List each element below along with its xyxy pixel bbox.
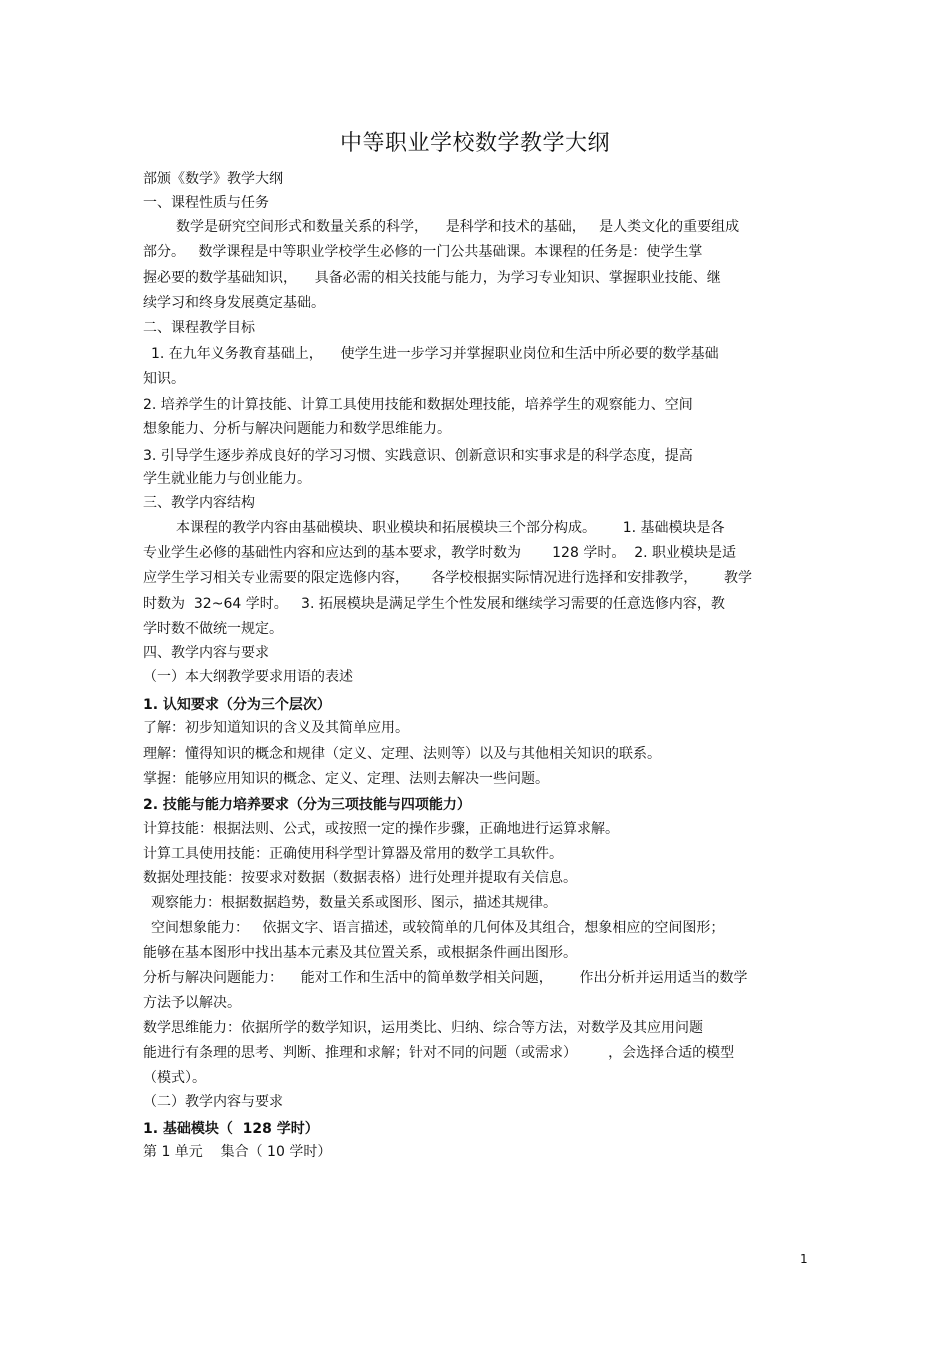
text-line: 空间想象能力： 依据文字、语言描述，或较简单的几何体及其组合，想象相应的空间图形；	[151, 920, 725, 936]
text-line: 时数为 32~64 学时。 3. 拓展模块是满足学生个性发展和继续学习需要的任意选修内容，教	[143, 596, 725, 612]
text-line: 部颁《数学》教学大纲	[143, 171, 283, 187]
text-line: 计算工具使用技能：正确使用科学型计算器及常用的数学工具软件。	[143, 846, 563, 862]
text-line: 了解：初步知道知识的含义及其简单应用。	[143, 720, 409, 736]
text-line: 应学生学习相关专业需要的限定选修内容， 各学校根据实际情况进行选择和安排教学， 教学	[143, 570, 752, 586]
text-line: 1. 在九年义务教育基础上， 使学生进一步学习并掌握职业岗位和生活中所必要的数学基础	[151, 346, 719, 362]
text-line: 专业学生必修的基础性内容和应达到的基本要求，教学时数为 128 学时。 2. 职业模块是适	[143, 545, 737, 561]
text-line: 观察能力：根据数据趋势，数量关系或图形、图示，描述其规律。	[151, 895, 557, 911]
text-line: 数据处理技能：按要求对数据（数据表格）进行处理并提取有关信息。	[143, 870, 577, 886]
text-line: 知识。	[143, 371, 185, 387]
text-line: 3. 引导学生逐步养成良好的学习习惯、实践意识、创新意识和实事求是的科学态度，提高	[143, 448, 693, 464]
text-line: 握必要的数学基础知识， 具备必需的相关技能与能力，为学习专业知识、掌握职业技能、继	[143, 270, 721, 286]
text-line: 数学是研究空间形式和数量关系的科学， 是科学和技术的基础， 是人类文化的重要组成	[176, 219, 740, 235]
text-line: 四、教学内容与要求	[143, 645, 269, 661]
text-line: （模式）。	[143, 1070, 206, 1086]
text-line: （一）本大纲教学要求用语的表述	[143, 669, 353, 685]
text-line: 一、课程性质与任务	[143, 195, 269, 211]
text-line: 二、课程教学目标	[143, 320, 255, 336]
text-line: 续学习和终身发展奠定基础。	[143, 295, 325, 311]
text-line: 理解：懂得知识的概念和规律（定义、定理、法则等）以及与其他相关知识的联系。	[143, 746, 661, 762]
text-line: 2. 技能与能力培养要求（分为三项技能与四项能力）	[143, 797, 471, 813]
text-line: 计算技能：根据法则、公式，或按照一定的操作步骤，正确地进行运算求解。	[143, 821, 619, 837]
text-line: 能进行有条理的思考、判断、推理和求解；针对不同的问题（或需求） ，会选择合适的模型	[143, 1045, 735, 1061]
text-line: 数学思维能力：依据所学的数学知识，运用类比、归纳、综合等方法，对数学及其应用问题	[143, 1020, 703, 1036]
text-line: 学生就业能力与创业能力。	[143, 471, 311, 487]
text-line: 部分。 数学课程是中等职业学校学生必修的一门公共基础课。本课程的任务是：使学生掌	[143, 244, 703, 260]
text-line: 掌握：能够应用知识的概念、定义、定理、法则去解决一些问题。	[143, 771, 549, 787]
page-number: 1	[800, 1252, 808, 1266]
text-line: 想象能力、分析与解决问题能力和数学思维能力。	[143, 421, 451, 437]
text-line: 2. 培养学生的计算技能、计算工具使用技能和数据处理技能，培养学生的观察能力、空间	[143, 397, 693, 413]
text-line: 方法予以解决。	[143, 995, 241, 1011]
text-line: 第 1 单元 集合（ 10 学时）	[143, 1144, 332, 1160]
text-line: 学时数不做统一规定。	[143, 621, 283, 637]
text-line: 本课程的教学内容由基础模块、职业模块和拓展模块三个部分构成。 1. 基础模块是各	[176, 520, 725, 536]
document-title: 中等职业学校数学教学大纲	[339, 131, 610, 156]
text-line: 1. 认知要求（分为三个层次）	[143, 697, 331, 713]
text-line: 能够在基本图形中找出基本元素及其位置关系，或根据条件画出图形。	[143, 945, 577, 961]
text-line: 三、教学内容结构	[143, 495, 255, 511]
text-line: 分析与解决问题能力： 能对工作和生活中的简单数学相关问题， 作出分析并运用适当的数学	[143, 970, 748, 986]
text-line: （二）教学内容与要求	[143, 1094, 283, 1110]
text-line: 1. 基础模块（ 128 学时）	[143, 1121, 319, 1137]
